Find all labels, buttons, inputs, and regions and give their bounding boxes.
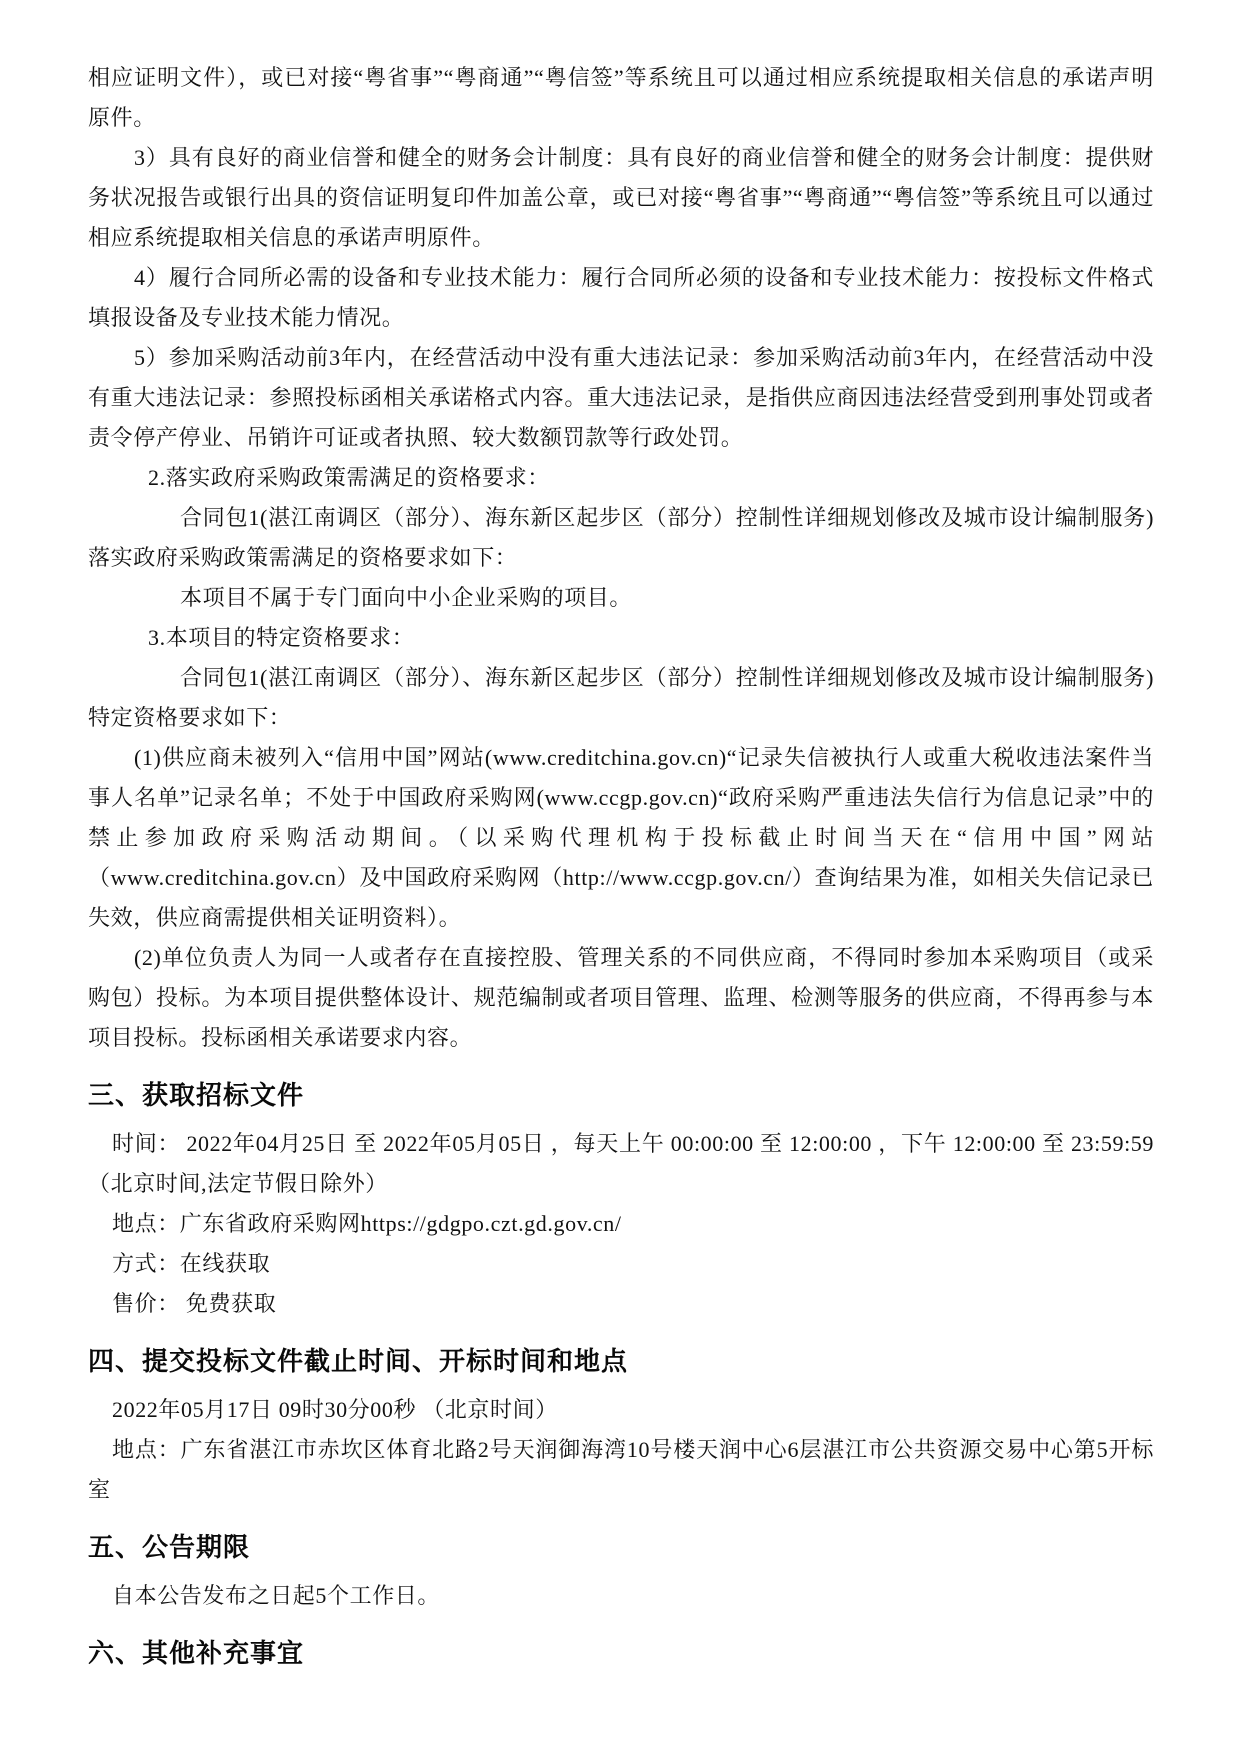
section-heading: 三、获取招标文件 — [88, 1080, 305, 1110]
paragraph: 自本公告发布之日起5个工作日。 — [112, 1583, 441, 1608]
paragraph: 方式：在线获取 — [112, 1251, 271, 1276]
paragraph: (2)单位负责人为同一人或者存在直接控股、管理关系的不同供应商，不得同时参加本采购项目（或采购包）投标。为本项目提供整体设计、规范编制或者项目管理、监理、检测等服务的供应商，不得再参与本项目投标。投标函相关承诺要求内容。 — [88, 945, 1154, 1050]
paragraph: 3）具有良好的商业信誉和健全的财务会计制度：具有良好的商业信誉和健全的财务会计制度：提供财务状况报告或银行出具的资信证明复印件加盖公章，或已对接“粤省事”“粤商通”“粤信签”等系统且可以通过相应系统提取相关信息的承诺声明原件。 — [88, 145, 1154, 250]
paragraph: 2022年05月17日 09时30分00秒 （北京时间） — [112, 1397, 558, 1422]
section-heading: 五、公告期限 — [88, 1532, 251, 1562]
paragraph: 地点：广东省政府采购网https://gdgpo.czt.gd.gov.cn/ — [112, 1211, 622, 1236]
paragraph: (1)供应商未被列入“信用中国”网站(www.creditchina.gov.cn)“记录失信被执行人或重大税收违法案件当事人名单”记录名单；不处于中国政府采购网(www.ccgp.gov.cn)“政府采购严重违法失信行为信息记录”中的禁止参加政府采购活动期间。（以采购代理机构于投标截止时间当天在“信用中国”网站（www.creditchina.gov.cn）及中国政府采购网（http://www.ccgp.gov.cn/）查询结果为准，如相关失信记录已失效，供应商需提供相关证明资料）。 — [88, 745, 1154, 930]
paragraph: 5）参加采购活动前3年内，在经营活动中没有重大违法记录：参加采购活动前3年内，在经营活动中没有重大违法记录：参照投标函相关承诺格式内容。重大违法记录，是指供应商因违法经营受到刑事处罚或者责令停产停业、吊销许可证或者执照、较大数额罚款等行政处罚。 — [88, 345, 1154, 450]
document-body — [88, 58, 1154, 1673]
paragraph: 相应证明文件），或已对接“粤省事”“粤商通”“粤信签”等系统且可以通过相应系统提取相关信息的承诺声明原件。 — [88, 65, 1154, 130]
paragraph: 4）履行合同所必需的设备和专业技术能力：履行合同所必须的设备和专业技术能力：按投标文件格式填报设备及专业技术能力情况。 — [88, 265, 1154, 330]
paragraph: 2.落实政府采购政策需满足的资格要求： — [148, 465, 550, 490]
paragraph: 合同包1(湛江南调区（部分）、海东新区起步区（部分）控制性详细规划修改及城市设计编制服务)落实政府采购政策需满足的资格要求如下： — [88, 505, 1154, 570]
paragraph: 3.本项目的特定资格要求： — [148, 625, 415, 650]
section-heading: 四、提交投标文件截止时间、开标时间和地点 — [88, 1346, 629, 1376]
paragraph: 地点：广东省湛江市赤坎区体育北路2号天润御海湾10号楼天润中心6层湛江市公共资源交易中心第5开标室 — [88, 1437, 1154, 1502]
paragraph: 售价： 免费获取 — [112, 1291, 277, 1316]
paragraph: 本项目不属于专门面向中小企业采购的项目。 — [180, 585, 633, 610]
paragraph: 时间： 2022年04月25日 至 2022年05月05日 ，每天上午 00:00:00 至 12:00:00 ，下午 12:00:00 至 23:59:59 （北京时间,法定节假日除外） — [88, 1131, 1154, 1196]
section-heading: 六、其他补充事宜 — [88, 1638, 305, 1668]
paragraph: 合同包1(湛江南调区（部分）、海东新区起步区（部分）控制性详细规划修改及城市设计编制服务)特定资格要求如下： — [88, 665, 1154, 730]
